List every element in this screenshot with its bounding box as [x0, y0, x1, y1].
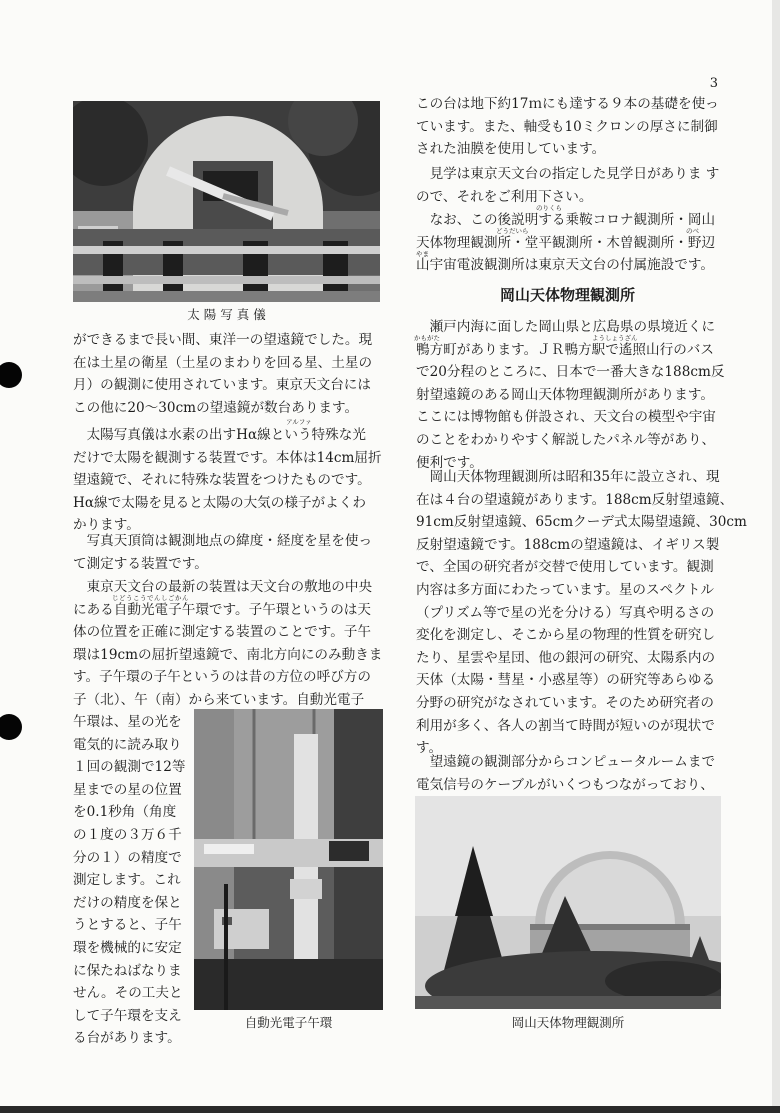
text-line: 鴨方町があります。ＪＲ鴨方駅で遙照山行のバス [416, 341, 714, 358]
right-para-1 [416, 93, 719, 161]
right-para-3 [416, 209, 715, 277]
text-line: 瀬戸内海に面した岡山県と広島県の県境近くに [416, 319, 716, 335]
ruby-alpha: アルファ [286, 418, 312, 426]
text-line: す。子午環の子午というのは昔の方位の呼び方の [73, 669, 371, 686]
text-line: ここには博物館も併設され、天文台の模型や宇宙 [416, 409, 716, 426]
solar-camera-photo [73, 101, 380, 302]
text-line: かります。 [73, 517, 140, 534]
text-line: す。 [416, 740, 443, 757]
okayama-observatory-photo [415, 796, 721, 1009]
text-line: 変化を測定し、そこから星の物理的性質を研究し [416, 627, 716, 644]
text-line: 在は土星の衛星（土星のまわりを回る星、土星の [73, 354, 373, 371]
text-line: 星までの星の位置 [73, 781, 182, 798]
text-line: 電気的に読み取り [73, 736, 182, 753]
text-line: を0.1秒角（角度 [73, 804, 177, 821]
text-line: の１度の３万６千 [73, 826, 182, 843]
scan-border [0, 1106, 780, 1113]
text-line: された油膜を使用しています。 [416, 141, 606, 158]
ruby-kamogata: かもがた [414, 334, 440, 342]
text-line: この他に20～30cmの望遠鏡が数台あります。 [73, 399, 359, 416]
section-heading: 岡山天体物理観測所 [499, 286, 635, 304]
text-line: ので、それをご利用下さい。 [416, 188, 593, 205]
text-line: して子午環を支え [73, 1007, 182, 1024]
text-line: で、全国の研究者が交替で使用しています。観測 [416, 559, 714, 576]
text-line: 子（北）、午（南）から来ています。自動光電子 [73, 691, 365, 708]
ruby-jidoukoudenshigokan: じどうこうでんしごかん [112, 594, 189, 602]
text-line: せん。その工夫と [73, 985, 183, 1002]
text-line: 射望遠鏡のある岡山天体物理観測所があります。 [416, 386, 714, 403]
punch-hole [0, 714, 22, 740]
text-line: 分の１）の精度で [73, 849, 182, 866]
text-line: る台があります。 [73, 1030, 181, 1047]
ruby-nobe: のべ [686, 227, 699, 235]
punch-hole [0, 362, 22, 388]
ruby-yama: やま [416, 250, 429, 258]
text-line: 岡山天体物理観測所は昭和35年に設立され、現 [416, 469, 720, 485]
text-line: 測定します。これ [73, 872, 181, 889]
text-line: 利用が多く、各人の割当て時間が短いのが現状で [416, 717, 715, 734]
text-line: 東京天文台の最新の装置は天文台の敷地の中央 [73, 579, 373, 595]
text-line: 天体（太陽・彗星・小惑星等）の研究等あらゆる [416, 672, 716, 689]
text-line: 天体物理観測所・堂平観測所・木曽観測所・野辺 [416, 234, 716, 251]
text-line: 太陽写真儀は水素の出すHα線という特殊な光 [73, 427, 366, 443]
text-line: この台は地下約17ｍにも達する９本の基礎を使っ [416, 96, 719, 112]
text-line: うとすると、子午 [73, 917, 182, 934]
text-line: で20分程のところに、日本で一番大きな188cm反 [416, 364, 725, 381]
ruby-norikura: のりくら [536, 204, 562, 212]
left-para-4-narrow [73, 711, 185, 1050]
caption-okayama: 岡山天体物理観測所 [511, 1015, 625, 1030]
text-line: 環を機械的に安定 [73, 939, 182, 956]
text-line: 反射望遠鏡です。188cmの望遠鏡は、イギリス製 [416, 536, 720, 553]
right-para-6 [416, 751, 715, 796]
text-line: 写真天頂筒は観測地点の緯度・経度を星を使っ [73, 533, 373, 549]
page-edge [772, 0, 780, 1113]
left-para-2 [73, 424, 382, 537]
text-line: 望遠鏡の観測部分からコンピュータルームまで [416, 754, 716, 770]
text-line: 91cm反射望遠鏡、65cmクーデ式太陽望遠鏡、30cm [416, 514, 747, 531]
left-para-1 [73, 329, 372, 419]
text-line: 分野の研究がなされています。そのため研究者の [416, 694, 714, 711]
text-line: だけの精度を保と [73, 894, 182, 911]
text-line: だけで太陽を観測する装置です。本体は14cm屈折 [73, 449, 382, 466]
text-line: ができるまで長い間、東洋一の望遠鏡でした。現 [73, 332, 373, 348]
text-line: 月）の観測に使用されています。東京天文台には [73, 377, 371, 394]
text-line: たり、星雲や星団、他の銀河の研究、太陽系内の [416, 649, 716, 666]
text-line: 体の位置を正確に測定する装置のことです。子午 [73, 624, 371, 641]
text-line: 便利です。 [416, 454, 483, 471]
ruby-youshouzan: ようしょうざん [592, 334, 638, 342]
page-number: 3 [709, 76, 718, 91]
ruby-dodaira: どうだいら [496, 227, 529, 235]
text-line: 環は19cmの屈折望遠鏡で、南北方向にのみ動きま [73, 646, 383, 663]
text-line: 午環は、星の光を [73, 714, 182, 730]
caption-solar-camera: 太 陽 写 真 儀 [187, 307, 266, 322]
text-line: 内容は多方面にわたっています。星のスペクトル [416, 581, 714, 598]
left-para-3 [73, 530, 372, 575]
text-line: に保たねばなりま [73, 962, 182, 979]
meridian-circle-photo [194, 709, 383, 1010]
text-line: ています。また、軸受も10ミクロンの厚さに制御 [416, 118, 718, 135]
text-line: のことをわかりやすく解説したパネル等があり、 [416, 431, 716, 448]
text-line: 望遠鏡で、それに特殊な装置をつけたものです。 [73, 472, 371, 489]
caption-meridian-circle: 自動光電子午環 [244, 1015, 333, 1030]
text-line: Hα線で太陽を見ると太陽の大気の様子がよくわ [73, 494, 366, 511]
text-line: なお、この後説明する乗鞍コロナ観測所・岡山 [416, 212, 716, 228]
text-line: 山宇宙電波観測所は東京天文台の付属施設です。 [416, 257, 714, 274]
text-line: て測定する装置です。 [73, 555, 208, 572]
text-line: 在は４台の望遠鏡があります。188cm反射望遠鏡、 [416, 491, 734, 508]
right-para-4 [416, 316, 724, 474]
right-para-5 [416, 466, 747, 760]
text-line: １回の観測で12等 [73, 759, 186, 776]
text-line: にある自動光電子午環です。子午環というのは天 [73, 601, 371, 618]
text-line: 電気信号のケーブルがいくつもつながっており、 [416, 776, 714, 793]
text-line: 見学は東京天文台の指定した見学日がありま す [416, 166, 720, 182]
text-line: （プリズム等で星の光を分ける）写真や明るさの [416, 604, 715, 621]
right-para-2 [416, 163, 719, 208]
